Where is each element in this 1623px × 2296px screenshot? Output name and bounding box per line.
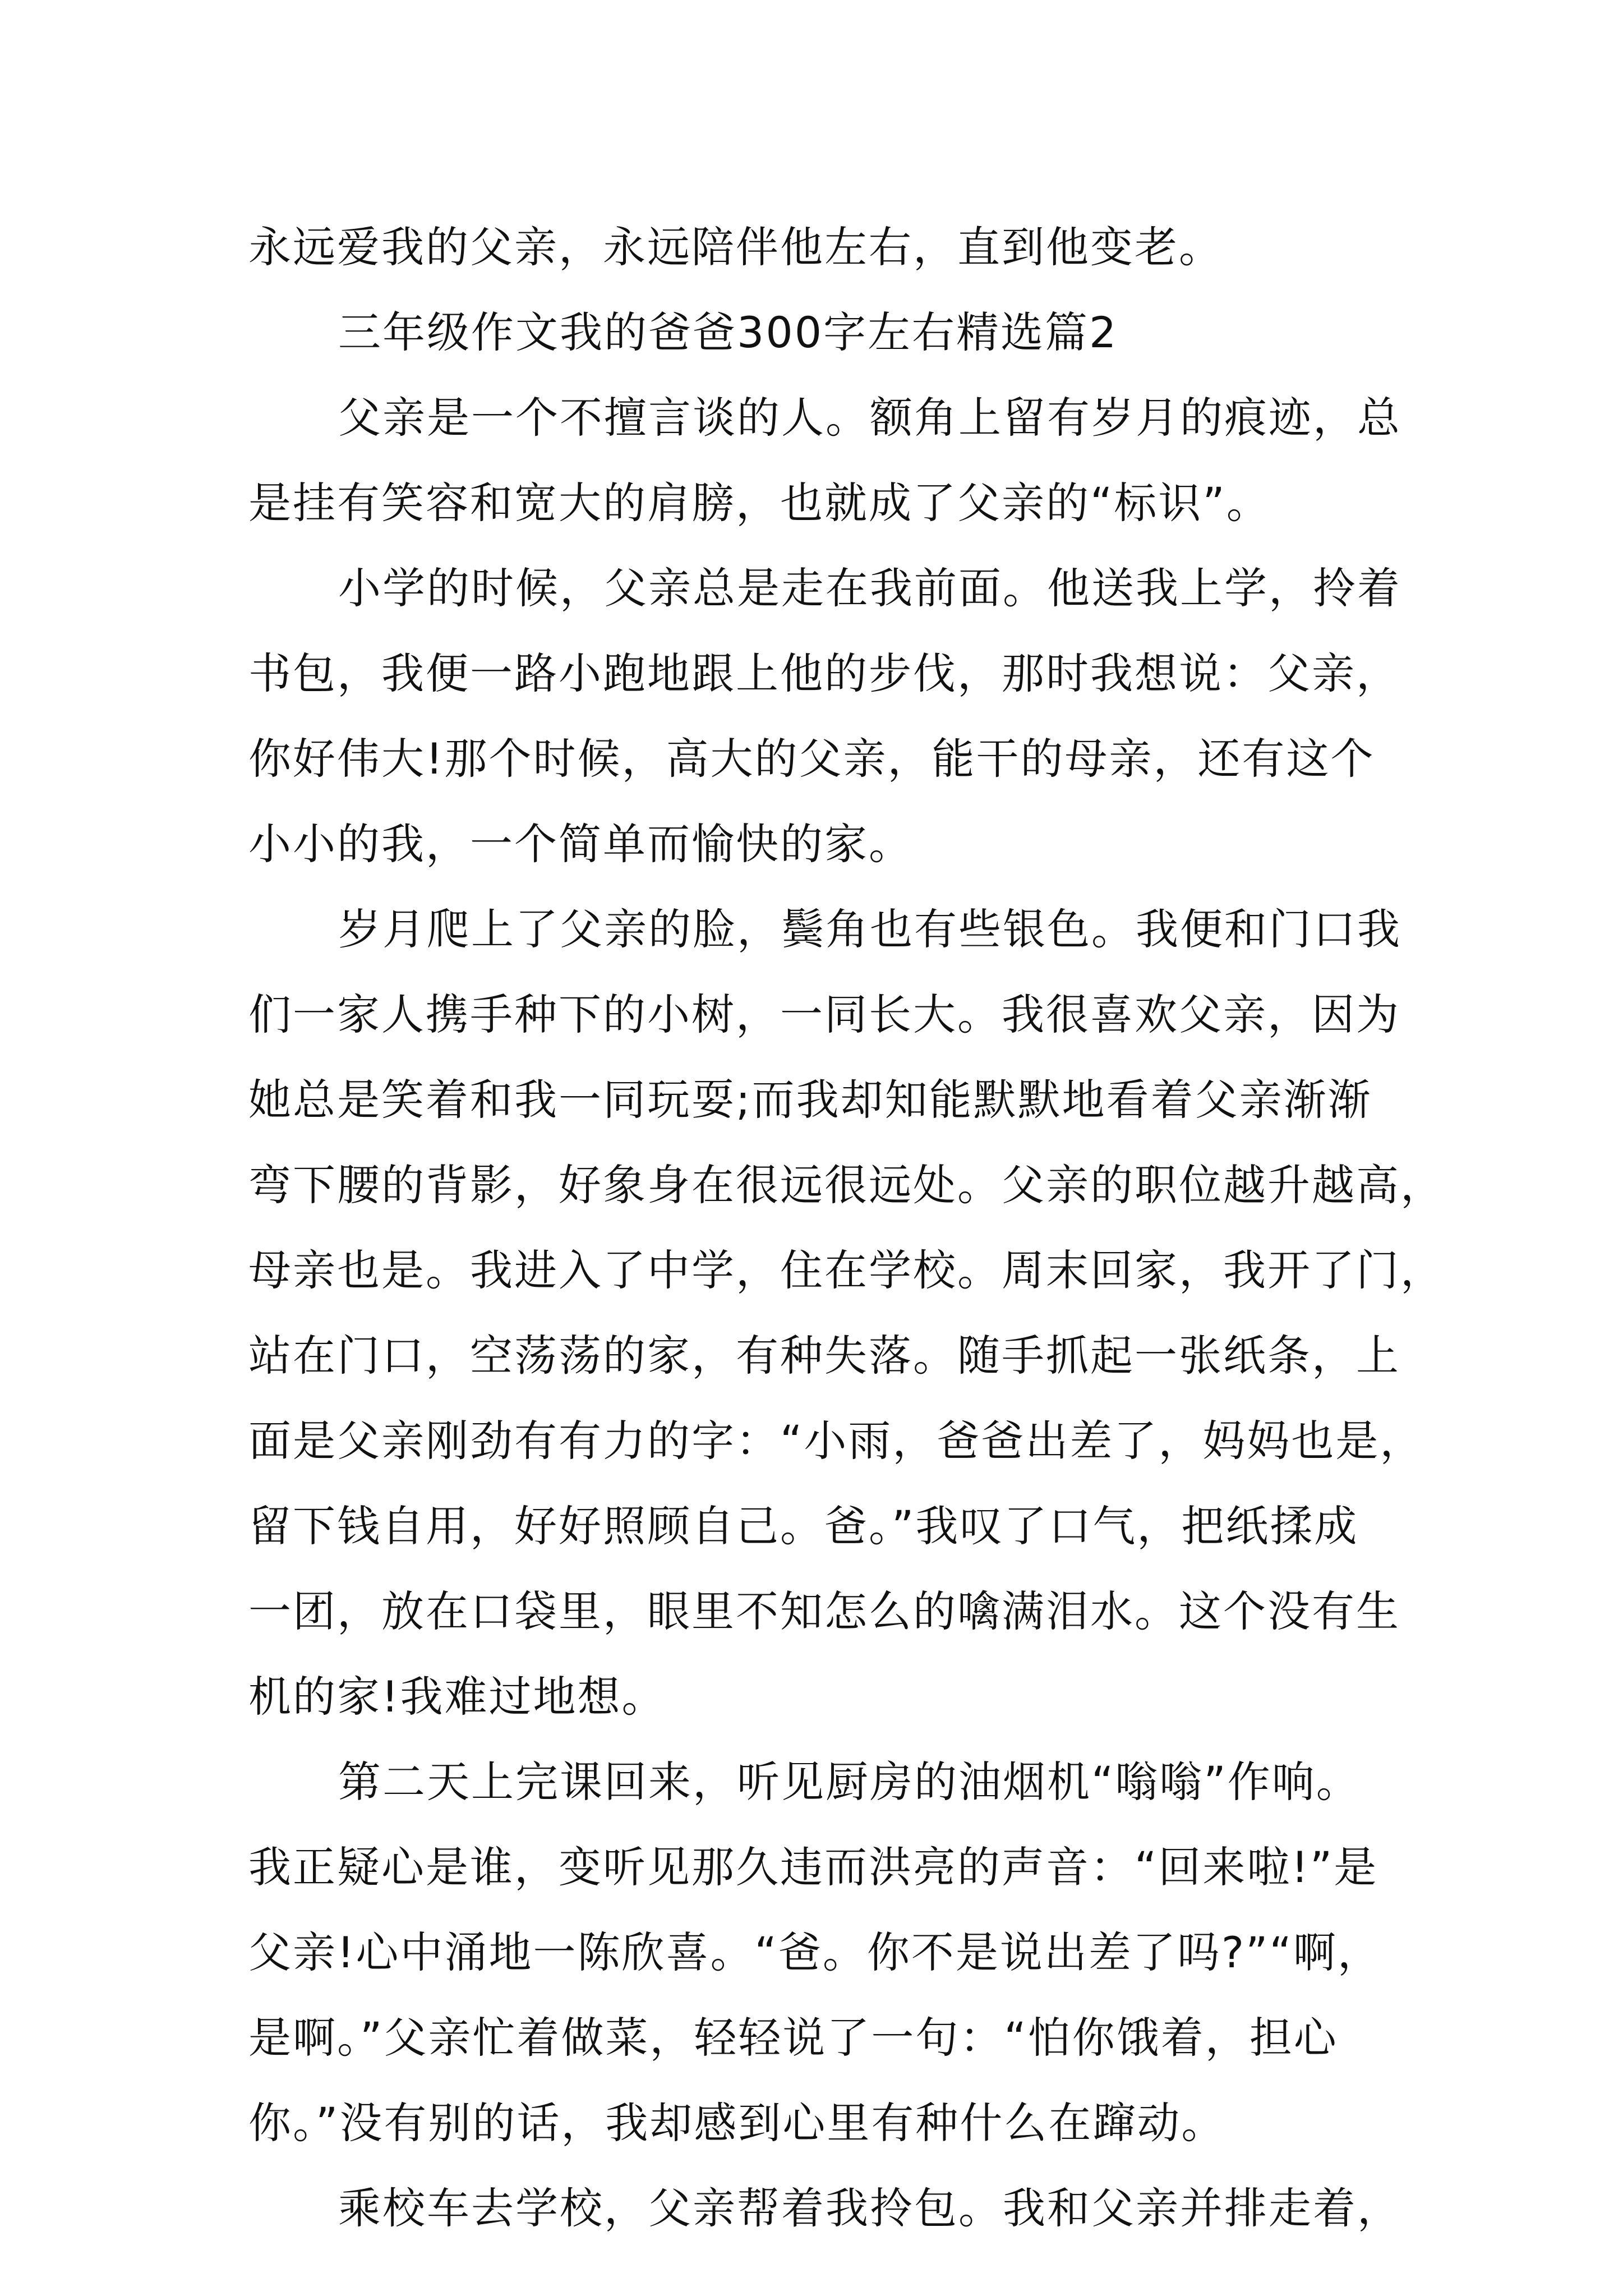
text-line: 面是父亲刚劲有有力的字：“小雨，爸爸出差了，妈妈也是， [248, 1416, 1424, 1466]
text-line: 机的家!我难过地想。 [248, 1672, 666, 1722]
essay-text [248, 205, 1445, 2251]
text-line: 是挂有笑容和宽大的肩膀，也就成了父亲的“标识”。 [248, 478, 1271, 528]
text-line: 你好伟大!那个时候，高大的父亲，能干的母亲，还有这个 [248, 734, 1375, 784]
text-line: 母亲也是。我进入了中学，住在学校。周末回家，我开了门， [248, 1245, 1445, 1295]
text-line: 是啊。”父亲忙着做菜，轻轻说了一句：“怕你饿着，担心 [248, 2013, 1338, 2063]
text-line: 第二天上完课回来，听见厨房的油烟机“嗡嗡”作响。 [338, 1757, 1361, 1807]
text-line: 永远爱我的父亲，永远陪伴他左右，直到他变老。 [248, 222, 1223, 272]
text-line: 小学的时候，父亲总是走在我前面。他送我上学，拎着 [338, 563, 1401, 613]
text-line: 们一家人携手种下的小树，一同长大。我很喜欢父亲，因为 [248, 990, 1400, 1039]
text-line: 小小的我，一个简单而愉快的家。 [248, 819, 913, 869]
text-line: 岁月爬上了父亲的脸，鬓角也有些银色。我便和门口我 [338, 904, 1401, 954]
text-line: 书包，我便一路小跑地跟上他的步伐，那时我想说：父亲， [248, 648, 1400, 698]
section-title: 三年级作文我的爸爸300字左右精选篇2 [338, 307, 1118, 357]
text-line: 乘校车去学校，父亲帮着我拎包。我和父亲并排走着， [338, 2183, 1401, 2233]
text-line: 站在门口，空荡荡的家，有种失落。随手抓起一张纸条，上 [248, 1331, 1400, 1381]
text-line: 我正疑心是谁，变听见那久违而洪亮的声音：“回来啦!”是 [248, 1842, 1378, 1892]
text-line: 一团，放在口袋里，眼里不知怎么的噙满泪水。这个没有生 [248, 1586, 1400, 1636]
text-line: 弯下腰的背影，好象身在很远很远处。父亲的职位越升越高， [248, 1160, 1445, 1210]
text-line: 你。”没有别的话，我却感到心里有种什么在蹿动。 [248, 2098, 1226, 2148]
text-line: 父亲!心中涌地一陈欣喜。“爸。你不是说出差了吗?”“啊， [248, 1927, 1382, 1977]
text-line: 她总是笑着和我一同玩耍;而我却知能默默地看着父亲渐渐 [248, 1075, 1372, 1125]
text-line: 留下钱自用，好好照顾自己。爸。”我叹了口气，把纸揉成 [248, 1501, 1359, 1551]
text-line: 父亲是一个不擅言谈的人。额角上留有岁月的痕迹，总 [338, 393, 1401, 443]
